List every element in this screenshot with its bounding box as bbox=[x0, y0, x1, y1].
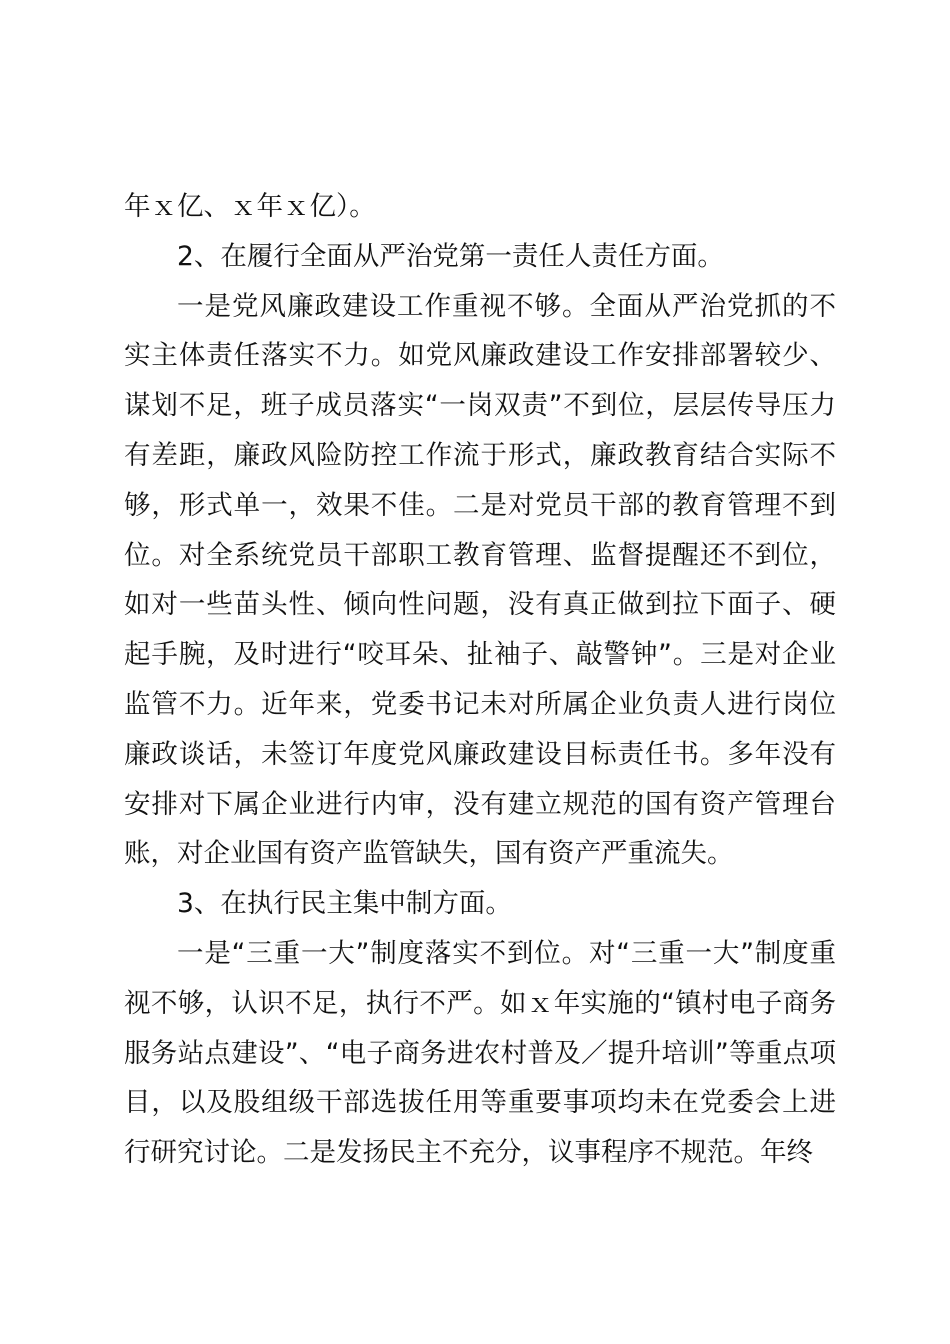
paragraph-section-2-body: 一是党风廉政建设工作重视不够。全面从严治党抓的不实主体责任落实不力。如党风廉政建设工作安排部署较少、谋划不足，班子成员落实“一岗双责”不到位，层层传导压力有差距，廉政风险防控工作流于形式，廉政教育结合实际不够，形式单一，效果不佳。二是对党员干部的教育管理不到位。对全系统党员干部职工教育管理、监督提醒还不到位，如对一些苗头性、倾向性问题，没有真正做到拉下面子、硬起手腕，及时进行“咬耳朵、扯袖子、敲警钟”。三是对企业监管不力。近年来，党委书记未对所属企业负责人进行岗位廉政谈话，未签订年度党风廉政建设目标责任书。多年没有安排对下属企业进行内审，没有建立规范的国有资产管理台账，对企业国有资产监管缺失，国有资产严重流失。 bbox=[124, 290, 836, 870]
section-heading-2: 2、在履行全面从严治党第一责任人责任方面。 bbox=[177, 240, 724, 272]
paragraph-continuation: 年ｘ亿、ｘ年ｘ亿）。 bbox=[124, 191, 376, 222]
section-heading-3: 3、在执行民主集中制方面。 bbox=[177, 888, 512, 920]
document-body bbox=[124, 182, 836, 1178]
paragraph-section-3-body: 一是“三重一大”制度落实不到位。对“三重一大”制度重视不够，认识不足，执行不严。如ｘ年实施的“镇村电子商务服务站点建设”、“电子商务进农村普及／提升培训”等重点项目，以及股组级干部选拔任用等重要事项均未在党委会上进行研究讨论。二是发扬民主不充分，议事程序不规范。年终 bbox=[124, 937, 836, 1169]
